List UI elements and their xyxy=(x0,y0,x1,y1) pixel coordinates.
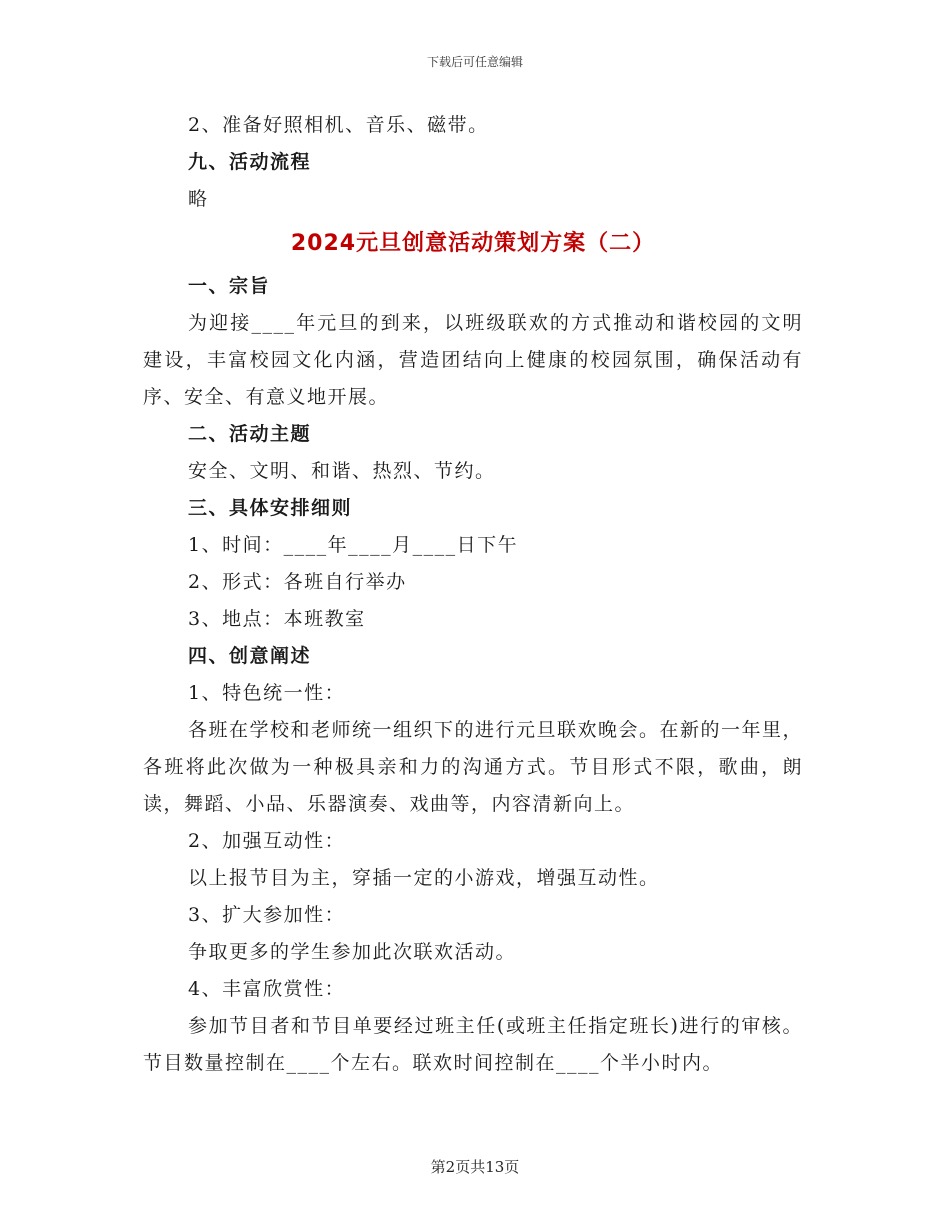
list-item: 2、加强互动性： xyxy=(188,830,346,852)
header-note: 下载后可任意编辑 xyxy=(426,55,523,69)
body-text: 略 xyxy=(188,188,209,210)
section-heading: 二、活动主题 xyxy=(188,423,312,445)
list-item: 2、形式：各班自行举办 xyxy=(188,571,407,593)
paragraph: 各班在学校和老师统一组织下的进行元旦联欢晚会。在新的一年里，各班将此次做为一种极具亲和力的沟通方式。节目形式不限，歌曲，朗读，舞蹈、小品、乐器演奏、戏曲等，内容清新向上。 xyxy=(143,719,804,815)
list-item: 3、地点：本班教室 xyxy=(188,608,366,630)
body-text: 以上报节目为主，穿插一定的小游戏，增强互动性。 xyxy=(188,867,660,889)
body-text: 安全、文明、和谐、热烈、节约。 xyxy=(188,460,496,482)
list-item: 1、特色统一性： xyxy=(188,682,346,704)
section-heading: 九、活动流程 xyxy=(188,151,312,173)
document-title: 2024元旦创意活动策划方案（二） xyxy=(290,231,656,256)
section-heading: 三、具体安排细则 xyxy=(188,497,353,519)
list-item: 3、扩大参加性： xyxy=(188,904,346,926)
paragraph: 为迎接____年元旦的到来，以班级联欢的方式推动和谐校园的文明建设，丰富校园文化内涵，营造团结向上健康的校园氛围，确保活动有序、安全、有意义地开展。 xyxy=(143,312,803,408)
section-heading: 四、创意阐述 xyxy=(188,645,312,667)
list-item: 4、丰富欣赏性： xyxy=(188,978,346,1000)
body-text: 争取更多的学生参加此次联欢活动。 xyxy=(188,941,517,963)
list-item: 1、时间：____年____月____日下午 xyxy=(188,534,519,556)
page-number: 第2页共13页 xyxy=(430,1158,520,1176)
paragraph: 参加节目者和节目单要经过班主任(或班主任指定班长)进行的审核。节目数量控制在____个左右。联欢时间控制在____个半小时内。 xyxy=(143,1015,803,1074)
document-body xyxy=(143,107,803,1082)
section-heading: 一、宗旨 xyxy=(188,275,271,297)
list-item: 2、准备好照相机、音乐、磁带。 xyxy=(188,114,489,136)
